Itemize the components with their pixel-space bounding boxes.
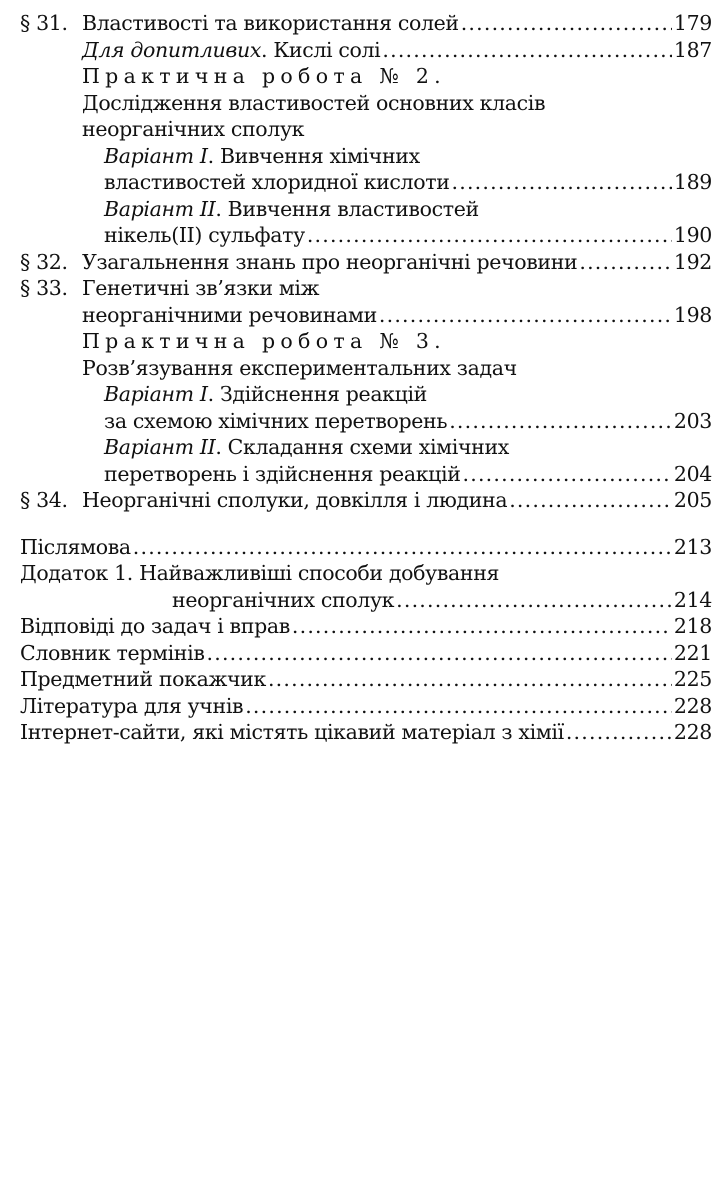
entry-title: Інтернет-сайти, які містять цікавий матеріал з хімії (20, 720, 564, 744)
entry-title: властивостей хлоридної кислоти (104, 170, 450, 194)
dot-leader (449, 408, 672, 435)
toc-variant-2-cont (20, 461, 712, 488)
entry-title: Неорганічні сполуки, довкілля і людина (82, 488, 508, 512)
page-number: 205 (673, 488, 712, 512)
toc-entry-s33-cont (20, 302, 712, 329)
entry-title: нікель(ІІ) сульфату (104, 223, 305, 247)
entry-title: неорганічними речовинами (82, 302, 377, 327)
dot-leader (268, 666, 672, 693)
toc-variant-2 (20, 196, 712, 223)
section-number: § 31. (20, 11, 68, 35)
toc-practical-heading (20, 328, 712, 355)
toc-entry-curious (20, 37, 712, 64)
toc-variant-1 (20, 143, 712, 170)
variant-label: Варіант І (104, 382, 208, 406)
entry-title: неорганічних сполук (82, 117, 305, 141)
entry-title: перетворень і здійснення реакцій (104, 461, 461, 486)
dot-leader (307, 222, 672, 249)
dot-leader (463, 461, 672, 488)
dot-leader (579, 249, 672, 276)
page-number: 189 (673, 170, 712, 194)
section-gap (20, 514, 712, 534)
toc-entry-answers (20, 613, 712, 640)
entry-title: Узагальнення знань про неорганічні речовини (82, 249, 578, 274)
page-number: 198 (673, 302, 712, 327)
page-number: 221 (673, 640, 712, 665)
dot-leader (379, 302, 672, 329)
dot-leader (452, 169, 672, 196)
page-number: 228 (673, 693, 712, 718)
toc-practical-heading (20, 63, 712, 90)
toc-entry-websites (20, 719, 712, 746)
section-number: § 33. (20, 276, 68, 300)
entry-title: неорганічних сполук (172, 587, 395, 612)
entry-title: Розв’язування експериментальних задач (82, 355, 517, 380)
toc-variant-2-cont (20, 222, 712, 249)
page-number: 187 (673, 37, 712, 62)
toc-practical-title (20, 90, 712, 117)
dot-leader (382, 37, 672, 64)
toc-variant-1 (20, 381, 712, 408)
page-number: 213 (673, 534, 712, 559)
entry-prefix-italic: Для допитливих (82, 37, 262, 62)
entry-title: . Вивчення властивостей (215, 196, 479, 221)
variant-label: Варіант ІІ (104, 196, 216, 221)
page-number: 192 (673, 249, 712, 274)
page-number: 228 (673, 720, 712, 744)
variant-label: Варіант ІІ (104, 435, 216, 459)
page-number: 214 (673, 587, 712, 612)
toc-variant-1-cont (20, 408, 712, 435)
toc-entry-appendix-cont (20, 587, 712, 614)
toc-practical-title-cont (20, 116, 712, 143)
entry-title: . Кислі солі (261, 37, 381, 62)
entry-title: Генетичні зв’язки між (82, 276, 320, 300)
dot-leader (566, 719, 672, 746)
page-number: 204 (673, 461, 712, 486)
variant-label: Варіант І (104, 143, 208, 168)
practical-heading: Практична робота № 3. (82, 329, 446, 353)
entry-title: Словник термінів (20, 640, 205, 665)
entry-title: . Здійснення реакцій (207, 382, 428, 406)
entry-title: за схемою хімічних перетворень (104, 408, 448, 433)
toc-entry-s32 (20, 249, 712, 276)
toc-practical-title (20, 355, 712, 382)
toc-entry-index (20, 666, 712, 693)
entry-title: Література для учнів (20, 693, 244, 718)
dot-leader (207, 640, 672, 667)
page-number: 225 (673, 667, 712, 691)
page-number: 190 (673, 223, 712, 247)
entry-title: Властивості та використання солей (82, 11, 459, 35)
entry-title: Предметний покажчик (20, 667, 266, 691)
entry-title: Дослідження властивостей основних класів (82, 90, 546, 115)
toc-entry-s34 (20, 487, 712, 514)
page-number: 203 (673, 408, 712, 433)
dot-leader (396, 587, 672, 614)
dot-leader (509, 487, 672, 514)
section-number: § 32. (20, 249, 68, 274)
table-of-contents (20, 10, 712, 746)
dot-leader (133, 534, 672, 561)
toc-entry-glossary (20, 640, 712, 667)
practical-heading: Практична робота № 2. (82, 64, 446, 88)
page-number: 218 (673, 614, 712, 638)
toc-entry-literature (20, 693, 712, 720)
toc-variant-1-cont (20, 169, 712, 196)
page-number: 179 (673, 11, 712, 35)
entry-title: . Складання схеми хімічних (215, 435, 509, 459)
toc-entry-afterword (20, 534, 712, 561)
entry-title: . Вивчення хімічних (207, 143, 420, 168)
toc-entry-appendix (20, 560, 712, 587)
dot-leader (245, 693, 672, 720)
dot-leader (461, 10, 672, 37)
section-number: § 34. (20, 488, 68, 512)
entry-title: Відповіді до задач і вправ (20, 614, 290, 638)
toc-entry-s33 (20, 275, 712, 302)
entry-title: Додаток 1. Найважливіші способи добування (20, 561, 500, 585)
toc-variant-2 (20, 434, 712, 461)
entry-title: Післямова (20, 534, 131, 559)
toc-entry-s31 (20, 10, 712, 37)
dot-leader (292, 613, 672, 640)
